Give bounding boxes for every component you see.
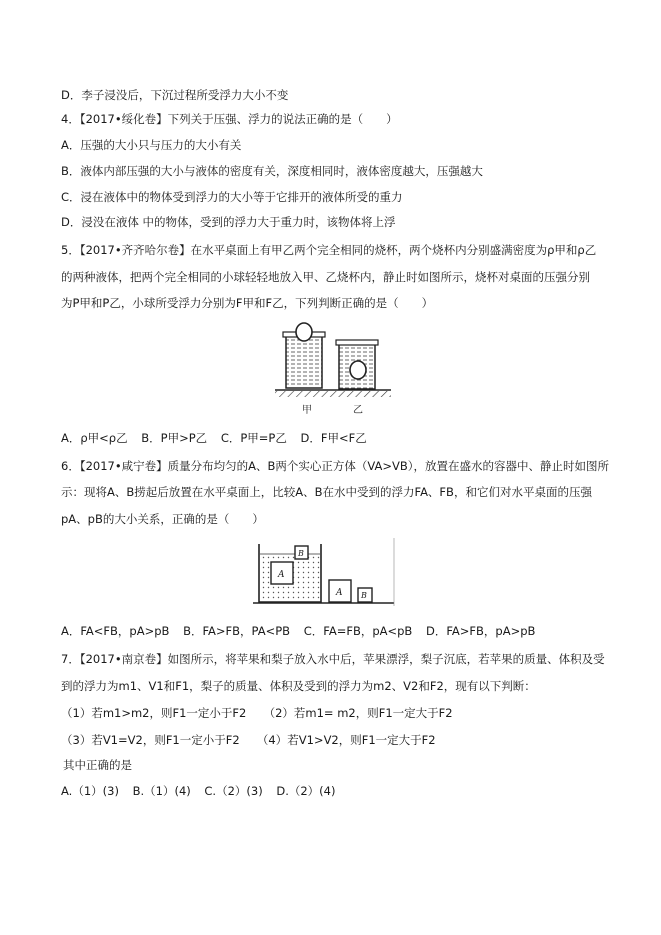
- label-yi: 乙: [353, 405, 363, 416]
- q5-figure: [273, 318, 393, 420]
- q4-option-c: C．浸在液体中的物体受到浮力的大小等于它排开的液体所受的重力: [61, 190, 403, 204]
- q4-option-b: B．液体内部压强的大小与液体的密度有关，深度相同时，液体密度越大，压强越大: [61, 164, 483, 178]
- q6-stem-line3: pA、pB的大小关系，正确的是（ ）: [61, 512, 264, 526]
- ball-right: [350, 361, 366, 379]
- q5-option-d: D．F甲<F乙: [300, 431, 367, 445]
- q7-options: [61, 783, 345, 799]
- q3-option-d: D．李子浸没后，下沉过程所受浮力大小不变: [61, 88, 289, 102]
- q4-stem: 4．【2017•绥化卷】下列关于压强、浮力的说法正确的是（ ）: [61, 112, 398, 126]
- q7-option-d: D.（2）(4): [276, 784, 336, 798]
- q7-option-a: A.（1）(3): [61, 784, 119, 798]
- q5-option-b: B．P甲>P乙: [141, 431, 208, 445]
- q7-judgement-1-2: （1）若m1>m2，则F1一定小于F2 （2）若m1= m2，则F1一定大于F2: [61, 706, 453, 720]
- q6-figure: [247, 536, 398, 610]
- q7-option-c: C.（2）(3): [204, 784, 263, 798]
- q7-stem-line3: 其中正确的是: [63, 758, 132, 772]
- q4-option-a: A．压强的大小只与压力的大小有关: [61, 138, 242, 152]
- q5-stem-line1: 5．【2017•齐齐哈尔卷】在水平桌面上有甲乙两个完全相同的烧杯，两个烧杯内分别盛满密度为ρ甲和ρ乙: [61, 243, 597, 257]
- cube-a-table-label: A: [336, 588, 343, 598]
- q5-stem-line2: 的两种液体，把两个完全相同的小球轻轻地放入甲、乙烧杯内，静止时如图所示，烧杯对桌面的压强分别: [61, 270, 590, 284]
- q4-option-d: D．浸没在液体 中的物体，受到的浮力大于重力时，该物体将上浮: [61, 215, 396, 229]
- q7-option-b: B.（1）(4): [132, 784, 191, 798]
- q6-option-d: D．FA>FB，pA>pB: [425, 624, 536, 638]
- ball-left: [296, 323, 312, 341]
- q6-option-a: A．FA<FB，pA>pB: [61, 624, 170, 638]
- cube-b-table-label: B: [361, 591, 367, 600]
- q5-option-c: C．P甲=P乙: [220, 431, 287, 445]
- q6-option-b: B．FA>FB，PA<PB: [183, 624, 291, 638]
- q7-stem-line1: 7．【2017•南京卷】如图所示，将苹果和梨子放入水中后，苹果漂浮，梨子沉底，若苹果的质量、体积及受: [61, 652, 605, 666]
- q7-stem-line2: 到的浮力为m1、V1和F1，梨子的质量、体积及受到的浮力为m2、V2和F2，现有以下判断：: [61, 679, 536, 693]
- q6-option-c: C．FA=FB，pA<pB: [303, 624, 413, 638]
- q6-options: [61, 623, 545, 639]
- q5-option-a: A．ρ甲<ρ乙: [61, 431, 128, 445]
- cube-b-label: B: [298, 549, 304, 558]
- q7-judgement-3-4: （3）若V1=V2，则F1一定小于F2 （4）若V1>V2，则F1一定大于F2: [61, 733, 436, 747]
- beaker-left: [286, 336, 322, 388]
- cube-a-label: A: [278, 570, 285, 580]
- q6-stem-line1: 6．【2017•咸宁卷】质量分布均匀的A、B两个实心正方体（VA>VB），放置在盛水的容器中、静止时如图所: [61, 459, 610, 473]
- q6-stem-line2: 示：现将A、B捞起后放置在水平桌面上，比较A、B在水中受到的浮力FA、FB，和它们对水平桌面的压强: [61, 485, 592, 499]
- q5-stem-line3: 为P甲和P乙，小球所受浮力分别为F甲和F乙，下列判断正确的是（ ）: [61, 296, 434, 310]
- label-jia: 甲: [302, 405, 312, 416]
- q5-options: [61, 430, 377, 446]
